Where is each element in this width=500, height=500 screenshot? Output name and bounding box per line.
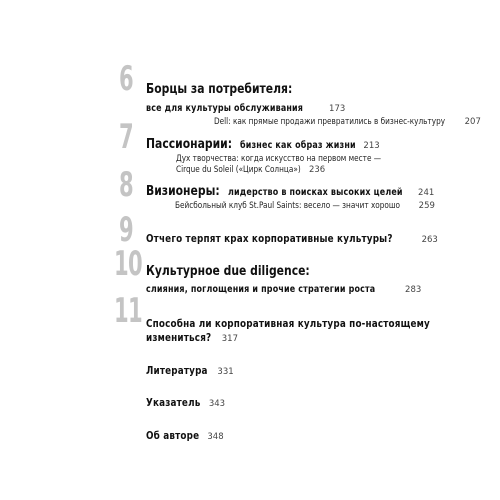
chapter-10-title-text: Культурное due diligence: (146, 263, 310, 279)
back-matter-index (146, 391, 225, 410)
chapter-11-title-line-1-text: Способна ли корпоративная культура по-настоящему (146, 318, 430, 330)
chapter-10-subtitle-text: слияния, поглощения и прочие стратегии роста (146, 284, 376, 295)
chapter-7-item-2-page: 236 (308, 165, 326, 175)
chapter-6-item-text: Dell: как прямые продажи превратились в бизнес-культуру (214, 117, 446, 127)
back-matter-about-author (146, 424, 224, 443)
back-matter-about-author-label: Об авторе (146, 430, 200, 442)
chapter-7-title-bold: Пассионарии: (146, 136, 233, 152)
back-matter-index-page: 343 (208, 399, 226, 409)
back-matter-about-author-page: 348 (207, 432, 224, 442)
chapter-7-title-page: 213 (363, 141, 380, 151)
chapter-8-item-text: Бейсбольный клуб St.Paul Saints: весело — значит хорошо (175, 201, 401, 211)
chapter-number-9: 9 (119, 210, 134, 250)
chapter-8-title-bold: Визионеры: (146, 183, 220, 199)
chapter-8-title-page: 241 (418, 188, 435, 198)
chapter-9-title (146, 227, 438, 246)
chapter-8-title-rest: лидерство в поисках высоких целей (228, 187, 403, 198)
chapter-9-title-text: Отчего терпят крах корпоративные культуры? (146, 233, 393, 245)
chapter-10-subtitle-page: 283 (405, 285, 422, 295)
chapter-number-7: 7 (119, 117, 134, 157)
chapter-6-subtitle-text: все для культуры обслуживания (146, 103, 304, 114)
chapter-7-item-2-text: Cirque du Soleil («Цирк Солнца») (176, 165, 301, 175)
chapter-8-item (175, 193, 435, 212)
chapter-number-10: 10 (114, 244, 143, 284)
back-matter-literature-page: 331 (217, 367, 234, 377)
back-matter-index-label: Указатель (146, 397, 201, 409)
chapter-7-item-2 (176, 157, 325, 176)
chapter-6-item-page: 207 (464, 117, 481, 127)
back-matter-literature (146, 359, 234, 378)
chapter-number-8: 8 (119, 165, 134, 205)
chapter-11-title-line-2 (146, 326, 238, 345)
chapter-11-title-page: 317 (221, 334, 238, 344)
chapter-11-title-line-2-text: измениться? (146, 332, 212, 344)
chapter-6-item (214, 109, 481, 128)
back-matter-literature-label: Литература (146, 365, 208, 377)
chapter-7-title-rest: бизнес как образ жизни (239, 140, 356, 151)
chapter-8-item-page: 259 (418, 201, 435, 211)
chapter-7-item-1-text: Дух творчества: когда искусство на первом месте — (176, 154, 382, 164)
chapter-9-title-page: 263 (421, 235, 438, 245)
chapter-number-11: 11 (114, 291, 143, 331)
chapter-6-title (146, 78, 329, 97)
chapter-6-title-text: Борцы за потребителя: (146, 81, 293, 97)
chapter-10-subtitle (146, 277, 421, 296)
chapter-6-subtitle-page: 173 (329, 104, 346, 114)
chapter-number-6: 6 (119, 59, 134, 99)
